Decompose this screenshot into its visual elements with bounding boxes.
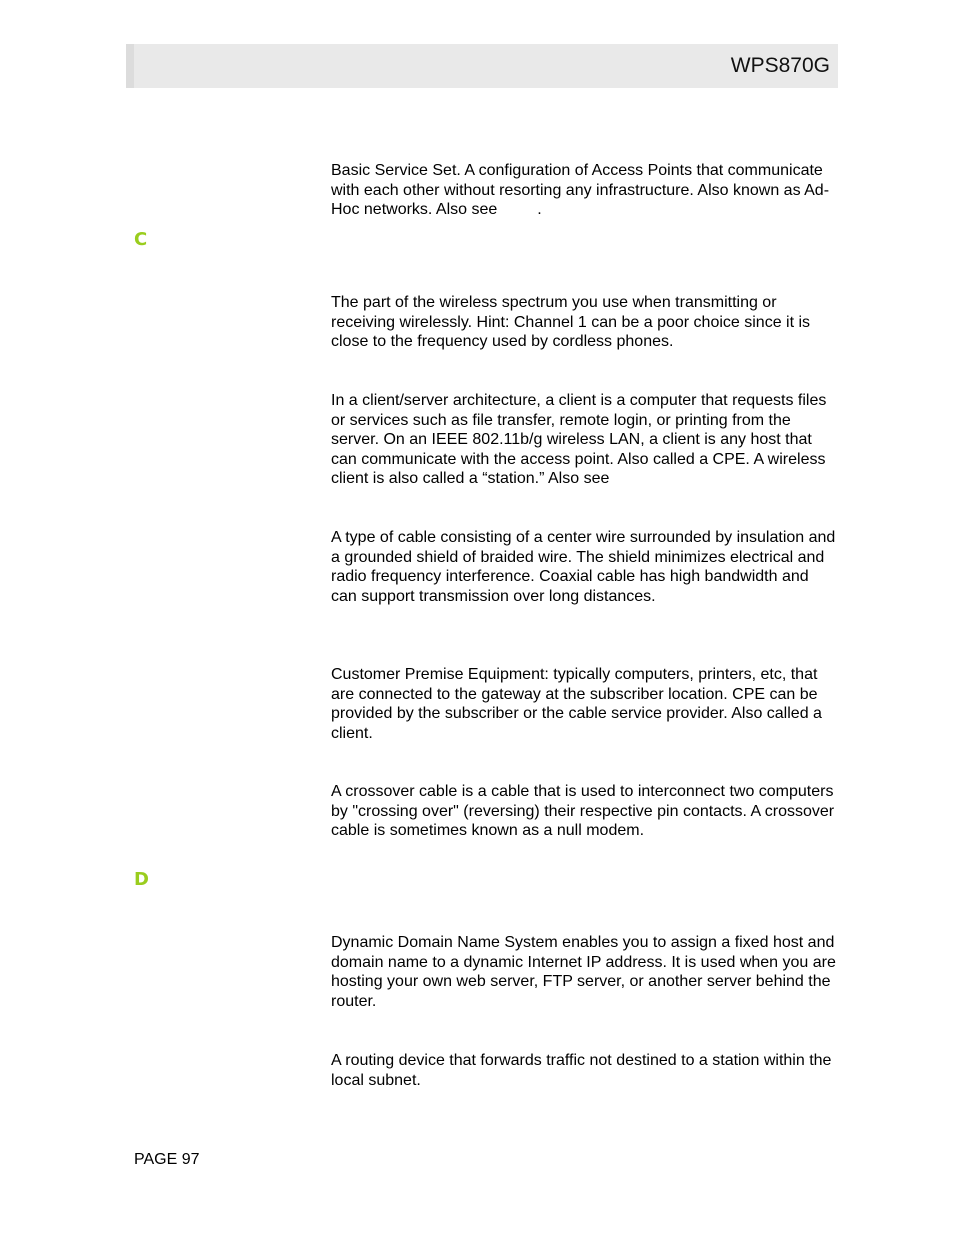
entry-bss-text: Basic Service Set. A configuration of Access Points that communicate with each other without resorting any infrastructure. Also known as Ad-Hoc networks. Also see	[331, 162, 830, 219]
section-letter-c: C	[134, 229, 148, 250]
entry-gateway: A routing device that forwards traffic not destined to a station within the local subnet.	[331, 1052, 832, 1089]
entry-crossover: A crossover cable is a cable that is used to interconnect two computers by "crossing over" (reversing) their respective pin contacts. A crossover cable is sometimes known as a null modem.	[331, 783, 835, 840]
entry-coaxial: A type of cable consisting of a center wire surrounded by insulation and a grounded shield of braided wire. The shield minimizes electrical and radio frequency interference. Coaxial cable has high bandwidth and can support transmission over long distances.	[331, 529, 836, 605]
page-number: PAGE 97	[134, 1151, 200, 1168]
entry-client: In a client/server architecture, a client is a computer that requests files or services such as file transfer, remote login, or printing from the server. On an IEEE 802.11b/g wireless LAN, a client is any host that can communicate with the access point. Also called a CPE. A wireless client is also called a “station.” Also see	[331, 392, 827, 488]
entry-ddns: Dynamic Domain Name System enables you to assign a fixed host and domain name to a dynamic Internet IP address. It is used when you are hosting your own web server, FTP server, or another server behind the router.	[331, 934, 836, 1010]
header-bar	[126, 44, 838, 88]
entry-bss	[331, 161, 836, 220]
product-name: WPS870G	[730, 54, 830, 77]
section-letter-d: D	[134, 869, 149, 890]
entry-channel: The part of the wireless spectrum you use when transmitting or receiving wirelessly. Hint: Channel 1 can be a poor choice since it is close to the frequency used by cordless phones.	[331, 294, 811, 351]
entry-cpe: Customer Premise Equipment: typically computers, printers, etc, that are connected to the gateway at the subscriber location. CPE can be provided by the subscriber or the cable service provider. Also called a client.	[331, 666, 822, 742]
entry-bss-trail: .	[537, 201, 542, 219]
